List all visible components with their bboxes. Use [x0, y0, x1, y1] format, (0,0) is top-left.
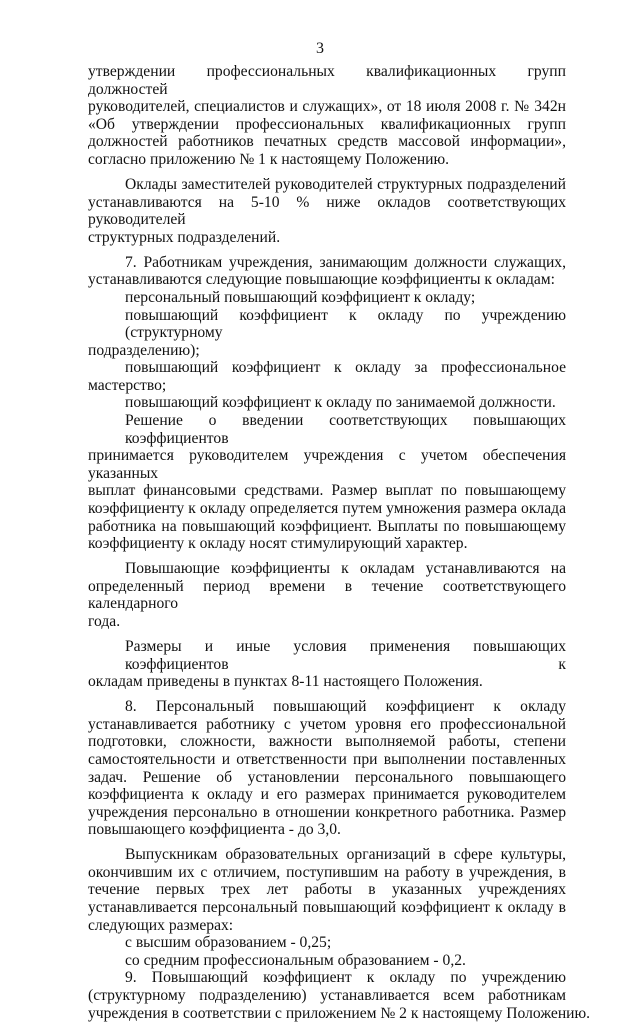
- text-line: с высшим образованием - 0,25;: [125, 934, 332, 952]
- text-line: подразделению);: [88, 341, 200, 359]
- document-body: [88, 63, 591, 1022]
- text-line: учреждения персонально в отношении конкретного работника. Размер: [88, 803, 566, 821]
- text-line: коэффициенту к окладу носят стимулирующий характер.: [88, 535, 468, 553]
- text-line: учреждения в соответствии с приложением № 2 к настоящему Положению.: [88, 1004, 591, 1022]
- text-line: «Об утверждении профессиональных квалификационных групп: [88, 115, 566, 133]
- text-line: руководителей, специалистов и служащих», от 18 июля 2008 г. № 342н: [88, 98, 566, 116]
- text-line: должностей работников печатных средств массовой информации»,: [88, 133, 566, 151]
- text-line: задач. Решение об установлении персонального повышающего: [88, 768, 566, 786]
- text-line: коэффициенту к окладу определяется путем умножения размера оклада: [88, 500, 566, 518]
- text-line: 9. Повышающий коэффициент к окладу по учреждению: [125, 969, 566, 987]
- text-line: повышающего коэффициента - до 3,0.: [88, 821, 341, 839]
- text-line: со средним профессиональным образованием - 0,2.: [125, 951, 466, 969]
- text-line: определенный период времени в течение соответствующего календарного: [88, 577, 566, 613]
- text-line: утверждении профессиональных квалификационных групп должностей: [88, 63, 566, 98]
- text-line: устанавливается работнику с учетом уровня его профессиональной: [88, 715, 566, 733]
- text-line: повышающий коэффициент к окладу за профессиональное: [125, 359, 566, 377]
- text-line: 8. Персональный повышающий коэффициент к окладу: [125, 698, 566, 716]
- text-line: течение первых трех лет работы в указанных учреждениях: [88, 881, 566, 899]
- text-line: персональный повышающий коэффициент к окладу;: [125, 288, 476, 306]
- text-line: повышающий коэффициент к окладу по занимаемой должности.: [125, 394, 556, 412]
- text-line: принимается руководителем учреждения с учетом обеспечения указанных: [88, 447, 566, 482]
- text-line: согласно приложению № 1 к настоящему Положению.: [88, 150, 450, 168]
- text-line: устанавливаются следующие повышающие коэффициенты к окладам:: [88, 271, 556, 289]
- text-line: окончившим их с отличием, поступившим на работу в учреждения, в: [88, 863, 566, 881]
- text-line: Оклады заместителей руководителей структурных подразделений: [125, 175, 566, 193]
- text-line: мастерство;: [88, 376, 167, 394]
- text-line: года.: [88, 612, 121, 630]
- text-line: окладам приведены в пунктах 8-11 настоящего Положения.: [88, 673, 483, 691]
- text-line: Решение о введении соответствующих повышающих коэффициентов: [125, 412, 566, 447]
- text-line: коэффициента к окладу и его размерах принимается руководителем: [88, 786, 566, 804]
- text-line: структурных подразделений.: [88, 228, 281, 246]
- text-line: 7. Работникам учреждения, занимающим должности служащих,: [125, 253, 566, 271]
- page-number: 3: [316, 40, 324, 57]
- text-line: Выпускникам образовательных организаций в сфере культуры,: [125, 846, 566, 864]
- text-line: самостоятельности и ответственности при выполнении поставленных: [88, 750, 566, 768]
- text-line: (структурному подразделению) устанавливается всем работникам: [88, 987, 566, 1005]
- text-line: выплат финансовыми средствами. Размер выплат по повышающему: [88, 482, 566, 500]
- text-line: устанавливается персональный повышающий коэффициент к окладу в: [88, 899, 566, 917]
- text-line: подготовки, сложности, важности выполняемой работы, степени: [88, 733, 566, 751]
- text-line: повышающий коэффициент к окладу по учреждению (структурному: [125, 306, 566, 342]
- text-line: устанавливаются на 5-10 % ниже окладов соответствующих руководителей: [88, 193, 566, 229]
- text-line: работника на повышающий коэффициент. Выплаты по повышающему: [88, 517, 566, 535]
- text-line: следующих размерах:: [88, 916, 234, 934]
- text-line: Размеры и иные условия применения повышающих коэффициентов к: [125, 637, 566, 673]
- text-line: Повышающие коэффициенты к окладам устанавливаются на: [125, 560, 566, 578]
